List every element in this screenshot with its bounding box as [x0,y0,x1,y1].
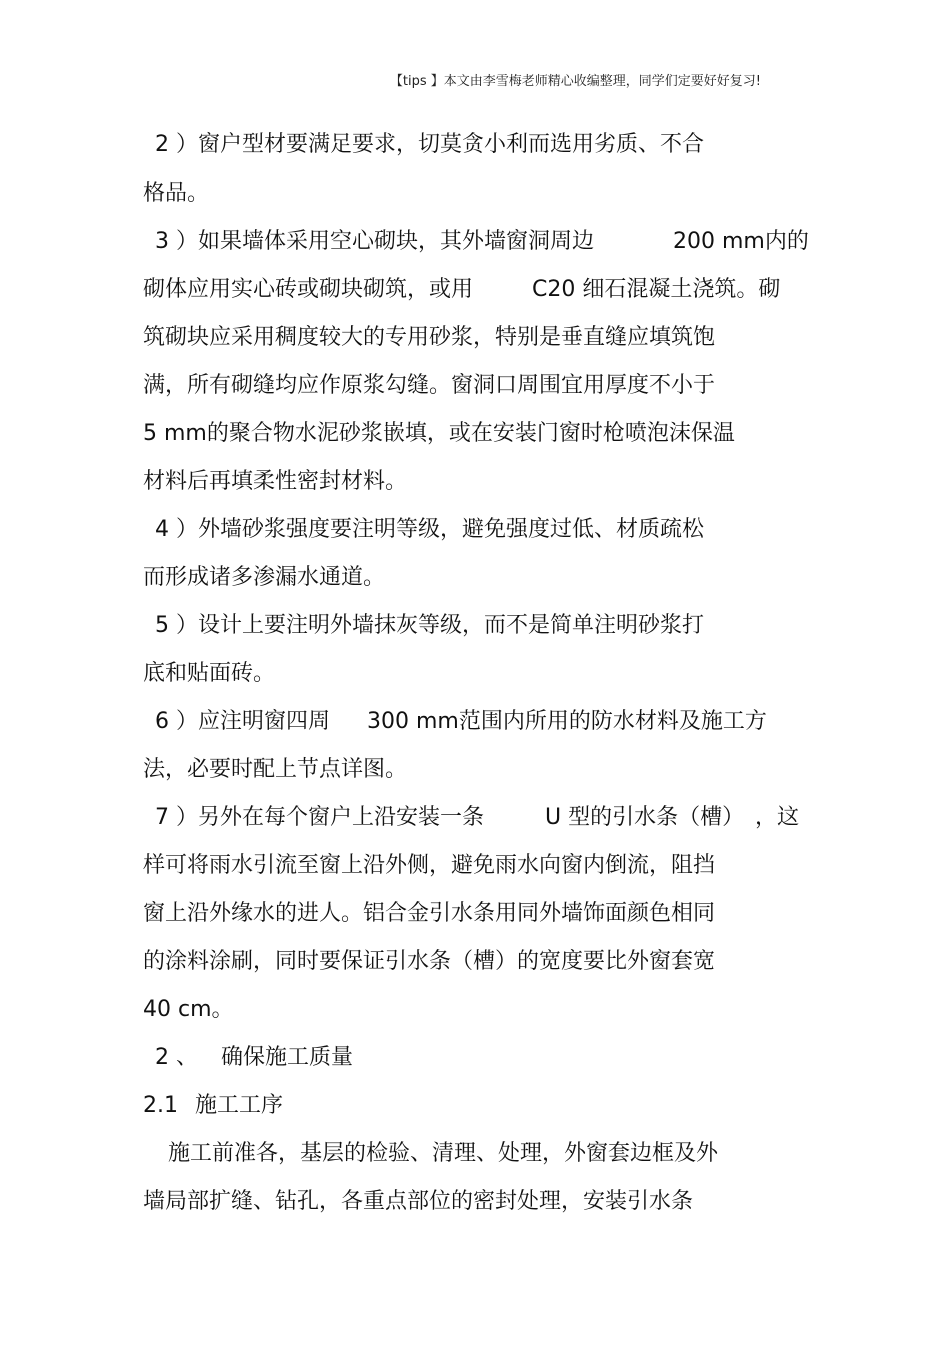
text-segment: 6 ）应注明窗四周 [155,709,330,734]
text-segment: 3 ）如果墙体采用空心砌块，其外墙窗洞周边 [155,229,594,254]
text-segment: 而形成诸多渗漏水通道。 [143,565,386,590]
text-segment: 4 ）外墙砂浆强度要注明等级，避免强度过低、材质疏松 [155,517,704,542]
text-segment: 7 ）另外在每个窗户上沿安装一条 [155,805,484,830]
text-segment: 的涂料涂刷，同时要保证引水条（槽）的宽度要比外窗套宽 [143,949,716,974]
text-segment: 墙局部扩缝、钻孔，各重点部位的密封处理，安装引水条 [143,1189,694,1214]
section-title: 确保施工质量 [221,1045,354,1070]
text-segment: 满，所有砌缝均应作原浆勾缝。窗洞口周围宜用厚度不小于 [143,373,716,398]
text-segment: 40 cm。 [143,997,234,1022]
text-segment: 施工前准各，基层的检验、清理、处理，外窗套边框及外 [168,1141,719,1166]
text-segment: 底和贴面砖。 [143,661,276,686]
text-segment: 砌体应用实心砖或砌块砌筑，或用 [143,277,474,302]
text-segment: 2 ）窗户型材要满足要求，切莫贪小利而选用劣质、不合 [155,132,704,157]
text-segment: 窗上沿外缘水的进人。铝合金引水条用同外墙饰面颜色相同 [143,901,716,926]
text-segment: 300 mm范围内所用的防水材料及施工方 [367,709,767,734]
subsection-number: 2.1 [143,1093,178,1118]
subsection-title: 施工工序 [195,1093,284,1118]
text-segment: ，这 [755,805,800,830]
text-segment: 筑砌块应采用稠度较大的专用砂浆，特别是垂直缝应填筑饱 [143,325,716,350]
text-segment: 材料后再填柔性密封材料。 [143,469,408,494]
text-segment: 5 mm的聚合物水泥砂浆嵌填，或在安装门窗时枪喷泡沫保温 [143,421,735,446]
text-segment: 格品。 [143,181,210,206]
text-segment: 5 ）设计上要注明外墙抹灰等级，而不是简单注明砂浆打 [155,613,704,638]
text-segment: C20 细石混凝土浇筑。砌 [532,277,781,302]
section-number: 2 、 [155,1045,198,1070]
text-segment: 200 mm内的 [673,229,809,254]
text-segment: U 型的引水条（槽） [545,805,745,830]
text-segment: 法，必要时配上节点详图。 [143,757,408,782]
text-segment: 样可将雨水引流至窗上沿外侧，避免雨水向窗内倒流，阻挡 [143,853,716,878]
header-tip: 【tips 】本文由李雪梅老师精心收编整理，同学们定要好好复习! [389,74,761,89]
